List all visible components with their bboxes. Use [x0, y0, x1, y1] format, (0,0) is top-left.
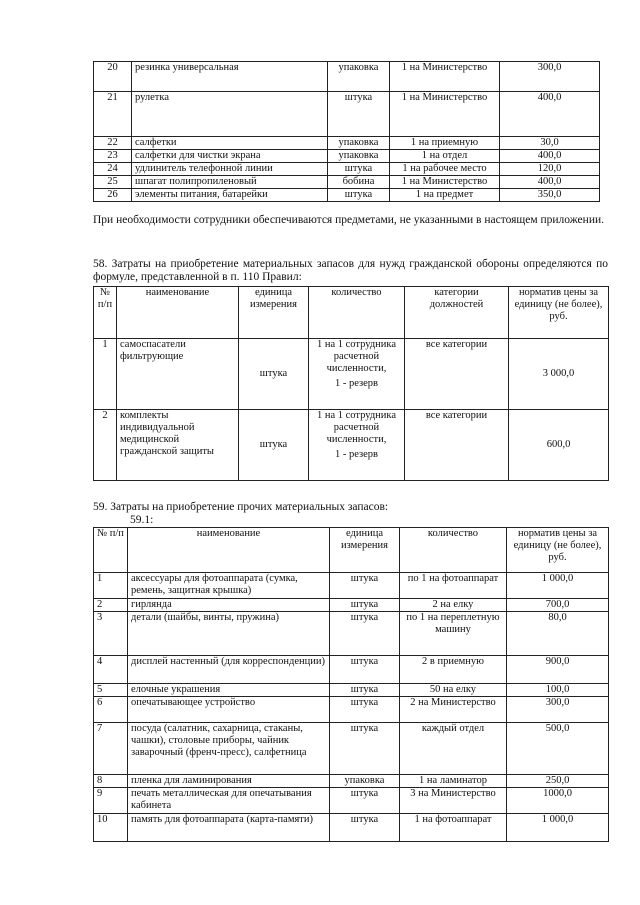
item-price: 3 000,0	[509, 339, 609, 410]
item-quantity: 1 на ламинатор	[400, 775, 507, 788]
item-name: салфетки	[132, 137, 328, 150]
table-row	[94, 163, 600, 176]
item-name: дисплей настенный (для корреспонденции)	[128, 656, 330, 684]
header-price: норматив цены за единицу (не более), руб.	[507, 528, 609, 573]
item-unit: штука	[239, 410, 309, 481]
item-name: комплекты индивидуальной медицинской гражданской защиты	[117, 410, 239, 481]
paragraph-58: 58. Затраты на приобретение материальных запасов для нужд гражданской обороны определяются по формуле, представленной в п. 110 Правил:	[93, 258, 608, 283]
item-unit: штука	[330, 697, 400, 723]
item-price: 700,0	[507, 599, 609, 612]
item-quantity: 1 на Министерство	[390, 62, 500, 92]
row-number: 2	[94, 599, 128, 612]
item-quantity: каждый отдел	[400, 723, 507, 775]
table-row	[94, 775, 609, 788]
item-unit: штука	[330, 684, 400, 697]
note-paragraph: При необходимости сотрудники обеспечиваются предметами, не указанными в настоящем приложении.	[93, 214, 604, 226]
item-price: 250,0	[507, 775, 609, 788]
item-quantity-cell	[309, 339, 405, 410]
item-unit: штука	[328, 163, 390, 176]
item-unit: штука	[330, 612, 400, 656]
paragraph-59: 59. Затраты на приобретение прочих материальных запасов:	[93, 501, 389, 513]
item-unit: штука	[239, 339, 309, 410]
table-row	[94, 189, 600, 202]
item-price: 600,0	[509, 410, 609, 481]
item-reserve: 1 - резерв	[334, 449, 379, 460]
item-price: 500,0	[507, 723, 609, 775]
row-number: 2	[94, 410, 117, 481]
item-quantity: 1 на Министерство	[390, 176, 500, 189]
item-name: аксессуары для фотоаппарата (сумка, ремень, защитная крышка)	[128, 573, 330, 599]
other-supplies-table	[93, 527, 609, 842]
header-name: наименование	[117, 287, 239, 339]
civil-defense-table	[93, 286, 609, 481]
header-qty: количество	[309, 287, 405, 339]
item-price: 300,0	[507, 697, 609, 723]
item-name: елочные украшения	[128, 684, 330, 697]
row-number: 6	[94, 697, 128, 723]
row-number: 1	[94, 339, 117, 410]
row-number: 4	[94, 656, 128, 684]
item-name: печать металлическая для опечатывания кабинета	[128, 788, 330, 814]
row-number: 3	[94, 612, 128, 656]
table-row	[94, 92, 600, 137]
item-reserve: 1 - резерв	[334, 378, 379, 389]
item-price: 900,0	[507, 656, 609, 684]
item-name: пленка для ламинирования	[128, 775, 330, 788]
row-number: 20	[94, 62, 132, 92]
table-row	[94, 573, 609, 599]
item-unit: штука	[330, 656, 400, 684]
header-price: норматив цены за единицу (не более), руб.	[509, 287, 609, 339]
table-row	[94, 814, 609, 842]
table-row	[94, 339, 609, 410]
header-unit: единица измерения	[239, 287, 309, 339]
item-quantity: 1 на Министерство	[390, 92, 500, 137]
item-name: память для фотоаппарата (карта-памяти)	[128, 814, 330, 842]
row-number: 26	[94, 189, 132, 202]
item-name: удлинитель телефонной линии	[132, 163, 328, 176]
row-number: 25	[94, 176, 132, 189]
item-name: шпагат полипропиленовый	[132, 176, 328, 189]
item-price: 1 000,0	[507, 814, 609, 842]
item-quantity: 2 на елку	[400, 599, 507, 612]
item-price: 1000,0	[507, 788, 609, 814]
item-quantity-cell	[309, 410, 405, 481]
table-row	[94, 150, 600, 163]
item-price: 300,0	[500, 62, 600, 92]
item-price: 350,0	[500, 189, 600, 202]
item-unit: штука	[330, 723, 400, 775]
row-number: 21	[94, 92, 132, 137]
item-quantity: 3 на Министерство	[400, 788, 507, 814]
item-name: самоспасатели фильтрующие	[117, 339, 239, 410]
item-quantity: 1 на фотоаппарат	[400, 814, 507, 842]
item-quantity: 1 на предмет	[390, 189, 500, 202]
header-num: № п/п	[94, 287, 117, 339]
item-category: все категории	[405, 339, 509, 410]
row-number: 1	[94, 573, 128, 599]
header-num: № п/п	[94, 528, 128, 573]
header-unit: единица измерения	[330, 528, 400, 573]
item-name: посуда (салатник, сахарница, стаканы, чашки), столовые приборы, чайник заварочный (френч-пресс), салфетница	[128, 723, 330, 775]
item-price: 120,0	[500, 163, 600, 176]
item-unit: штука	[328, 92, 390, 137]
item-name: резинка универсальная	[132, 62, 328, 92]
table-row	[94, 599, 609, 612]
item-quantity: 1 на рабочее место	[390, 163, 500, 176]
item-price: 400,0	[500, 150, 600, 163]
table-row	[94, 788, 609, 814]
table-row	[94, 723, 609, 775]
item-name: опечатывающее устройство	[128, 697, 330, 723]
item-unit: штука	[330, 788, 400, 814]
header-category: категории должностей	[405, 287, 509, 339]
item-price: 1 000,0	[507, 573, 609, 599]
item-unit: штука	[328, 189, 390, 202]
table-row	[94, 176, 600, 189]
item-quantity: 2 в приемную	[400, 656, 507, 684]
table-row	[94, 62, 600, 92]
item-unit: упаковка	[330, 775, 400, 788]
header-name: наименование	[128, 528, 330, 573]
item-quantity: 50 на елку	[400, 684, 507, 697]
item-name: рулетка	[132, 92, 328, 137]
row-number: 8	[94, 775, 128, 788]
row-number: 5	[94, 684, 128, 697]
item-unit: штука	[330, 573, 400, 599]
table-row	[94, 684, 609, 697]
table-row	[94, 656, 609, 684]
item-unit: бобина	[328, 176, 390, 189]
item-quantity: по 1 на переплетную машину	[400, 612, 507, 656]
row-number: 7	[94, 723, 128, 775]
item-unit: упаковка	[328, 62, 390, 92]
item-price: 400,0	[500, 176, 600, 189]
item-quantity: по 1 на фотоаппарат	[400, 573, 507, 599]
row-number: 23	[94, 150, 132, 163]
item-price: 400,0	[500, 92, 600, 137]
item-unit: штука	[330, 814, 400, 842]
item-name: салфетки для чистки экрана	[132, 150, 328, 163]
item-unit: упаковка	[328, 150, 390, 163]
item-category: все категории	[405, 410, 509, 481]
table-row	[94, 697, 609, 723]
item-quantity: 1 на приемную	[390, 137, 500, 150]
item-price: 80,0	[507, 612, 609, 656]
item-price: 100,0	[507, 684, 609, 697]
item-unit: упаковка	[328, 137, 390, 150]
table-row	[94, 612, 609, 656]
item-quantity: 1 на 1 сотрудника расчетной численности,	[316, 410, 397, 445]
table-row	[94, 137, 600, 150]
row-number: 9	[94, 788, 128, 814]
item-name: элементы питания, батарейки	[132, 189, 328, 202]
row-number: 22	[94, 137, 132, 150]
row-number: 10	[94, 814, 128, 842]
item-unit: штука	[330, 599, 400, 612]
supplies-table-continued	[93, 61, 600, 202]
item-price: 30,0	[500, 137, 600, 150]
header-qty: количество	[400, 528, 507, 573]
item-quantity: 1 на 1 сотрудника расчетной численности,	[316, 339, 397, 374]
item-quantity: 2 на Министерство	[400, 697, 507, 723]
item-quantity: 1 на отдел	[390, 150, 500, 163]
subparagraph-59-1: 59.1:	[130, 514, 154, 526]
item-name: гирлянда	[128, 599, 330, 612]
row-number: 24	[94, 163, 132, 176]
item-name: детали (шайбы, винты, пружина)	[128, 612, 330, 656]
table-row	[94, 410, 609, 481]
